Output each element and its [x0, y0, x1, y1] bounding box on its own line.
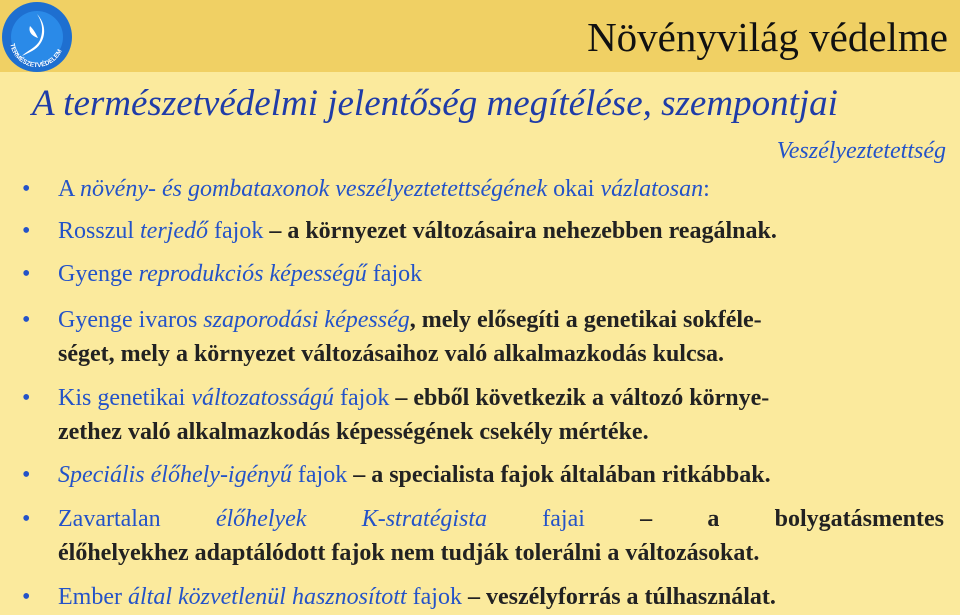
bullet-text: Gyenge reprodukciós képességű fajok — [58, 261, 423, 287]
bullet-dot-icon: • — [22, 584, 31, 610]
bullet-dot-icon: • — [22, 506, 31, 532]
termeszetvedelem-logo — [0, 0, 74, 74]
bullet-text: Speciális élőhely-igényű fajok – a specialista fajok általában ritkábbak. — [58, 462, 771, 488]
bird-logo-icon — [0, 0, 74, 74]
bullet-dot-icon: • — [22, 176, 31, 202]
bullet-text: Ember által közvetlenül hasznosított fajok – veszélyforrás a túlhasználat. — [58, 584, 776, 610]
bullet-text: Kis genetikai változatosságú fajok – ebből következik a változó környe- zethez való alkalmazkodás képességének csekély mértéke. — [58, 385, 770, 445]
bullet-dot-icon: • — [22, 462, 31, 488]
slide-subtitle: A természetvédelmi jelentőség megítélése, szempontjai — [32, 83, 838, 124]
page-title: Növényvilág védelme — [587, 14, 948, 60]
logo-text: TERMÉSZETVÉDELEM — [8, 42, 64, 70]
bullet-dot-icon: • — [22, 218, 31, 244]
bullet-dot-icon: • — [22, 261, 31, 287]
topic-label: Veszélyeztetettség — [776, 138, 946, 164]
header-bar — [0, 0, 960, 72]
bullet-text: A növény- és gombataxonok veszélyeztetettségének okai vázlatosan: — [58, 176, 710, 202]
bullet-text: Zavartalan élőhelyek K-stratégista fajai – a bolygatásmentes élőhelyekhez adaptálódott fajok nem tudják tolerálni a változásokat. — [58, 506, 944, 566]
bullet-text: Gyenge ivaros szaporodási képesség, mely elősegíti a genetikai sokféle- séget, mely a környezet változásaihoz való alkalmazkodás kulcsa. — [58, 307, 762, 367]
bullet-dot-icon: • — [22, 307, 31, 333]
bullet-dot-icon: • — [22, 385, 31, 411]
bullet-text: Rosszul terjedő fajok – a környezet változásaira nehezebben reagálnak. — [58, 218, 777, 244]
